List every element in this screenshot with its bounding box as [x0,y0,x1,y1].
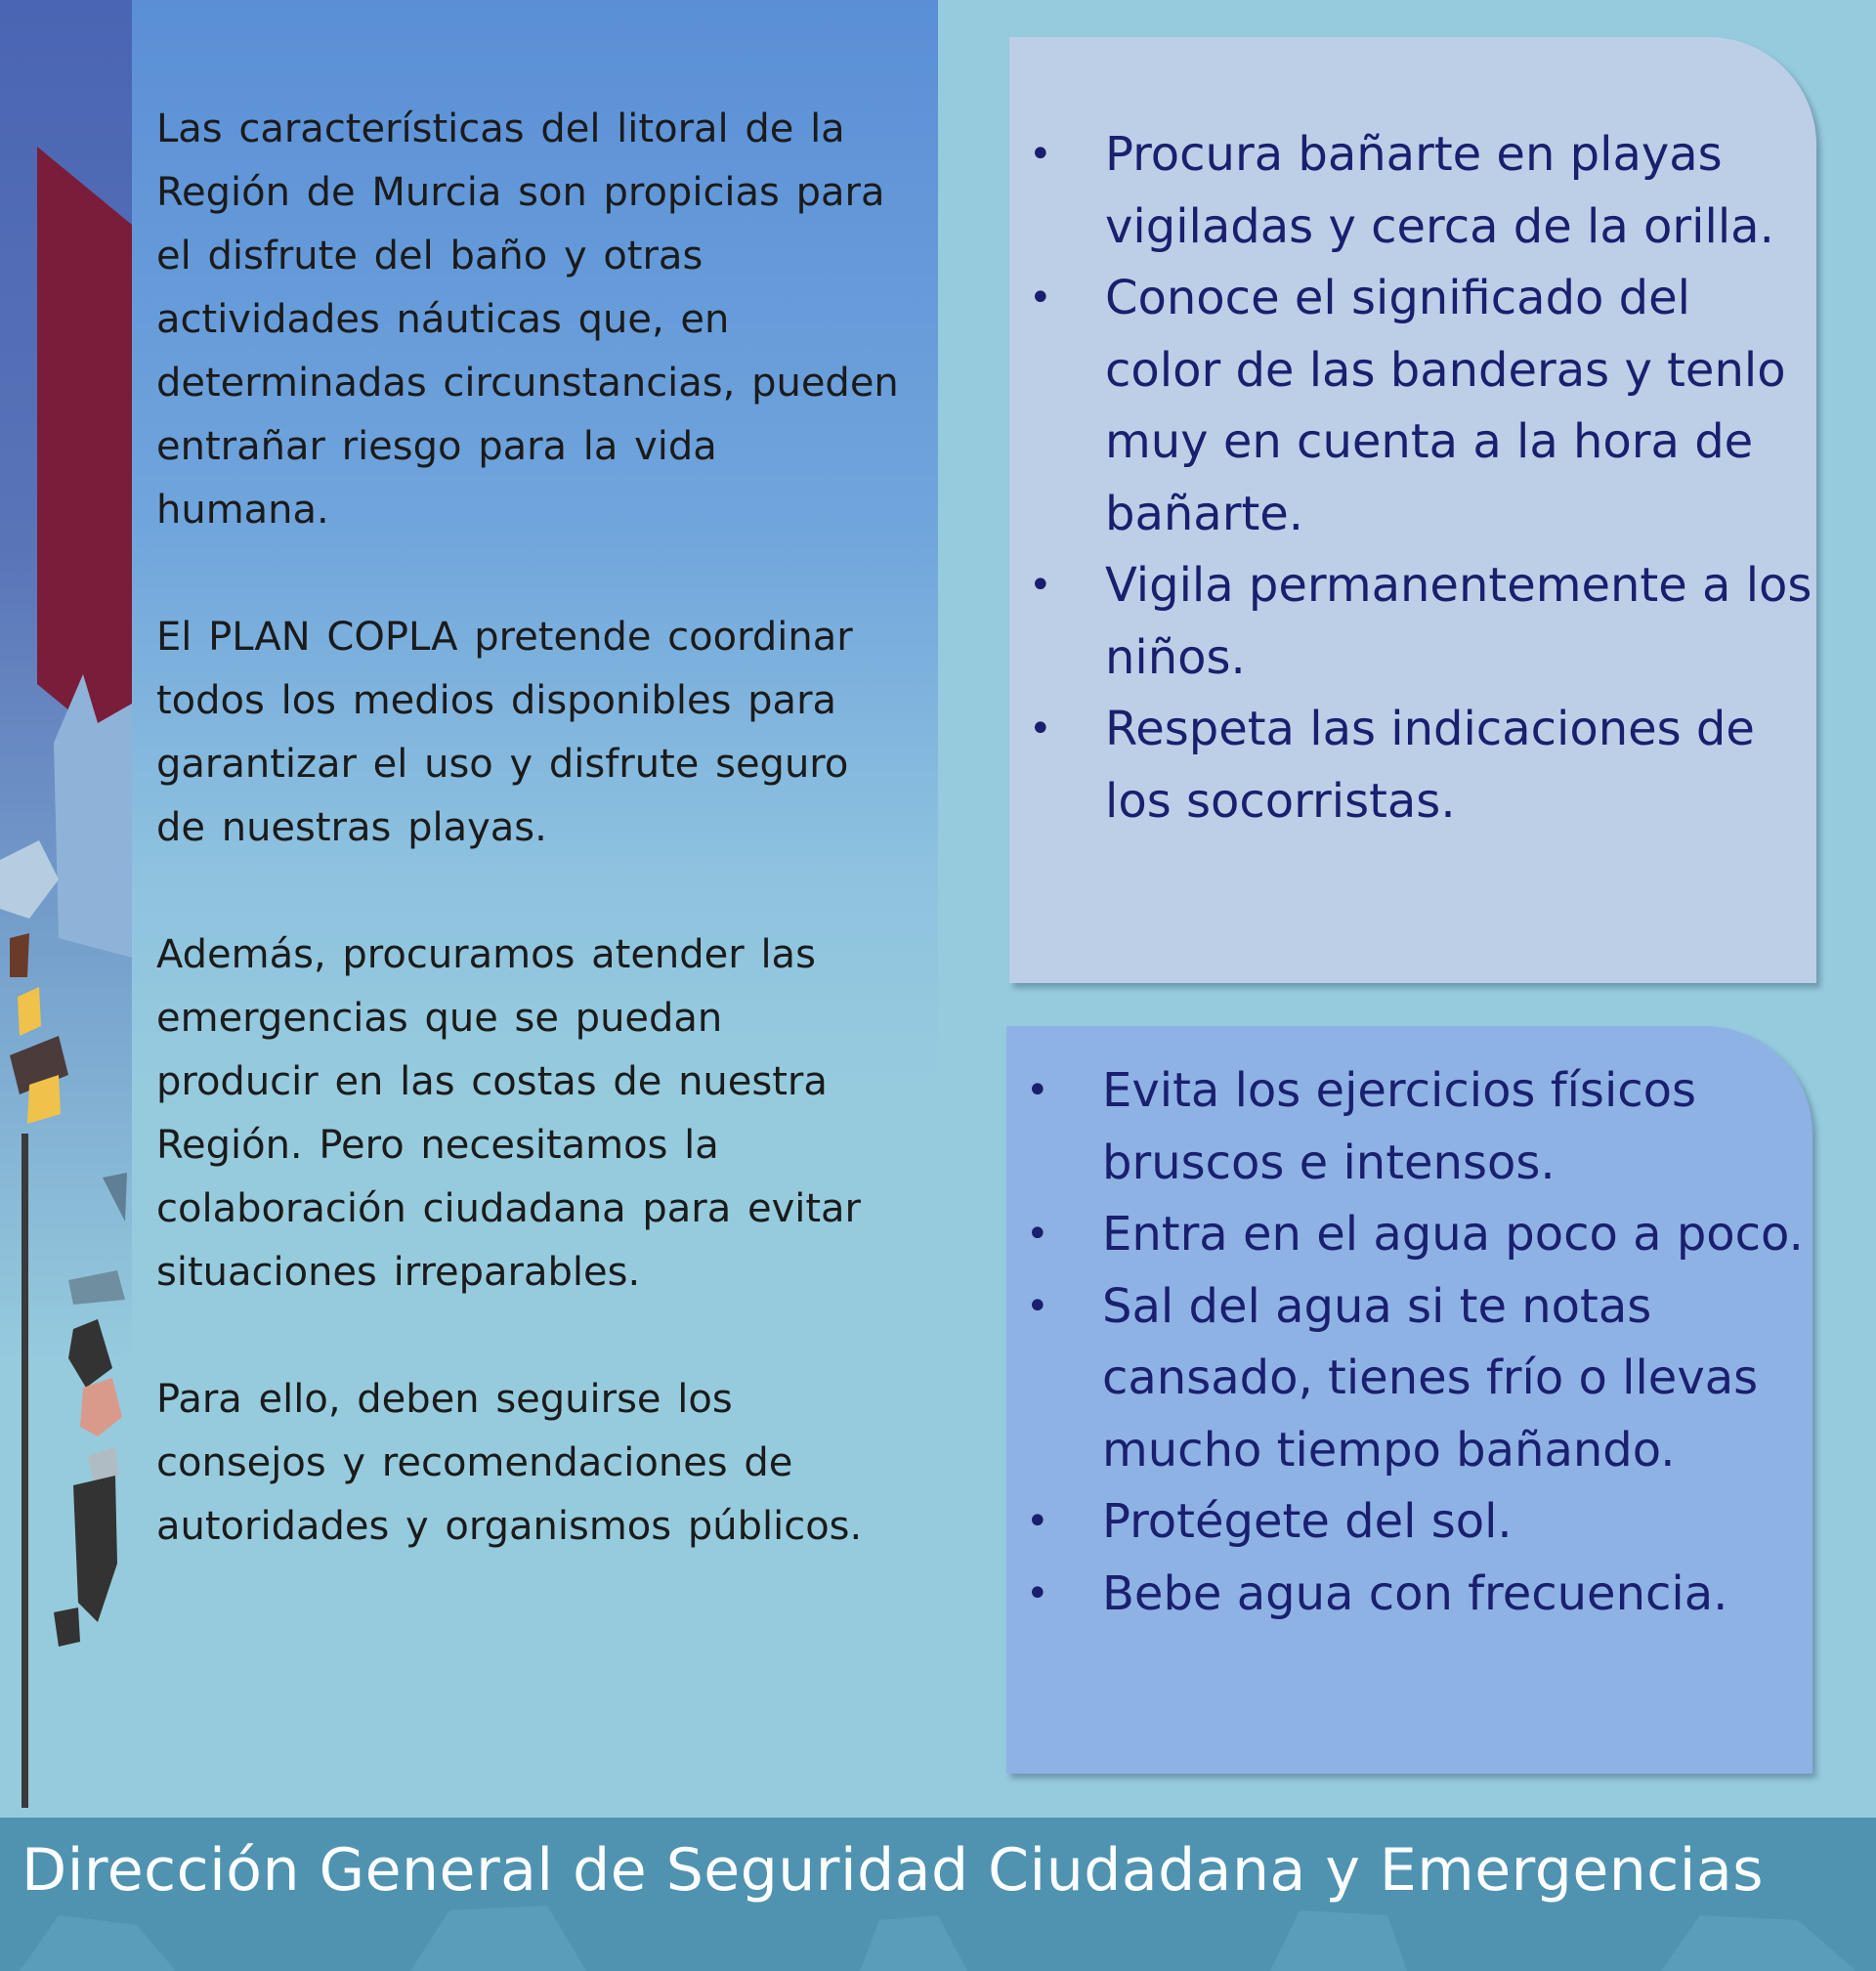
list-item: • Vigila permanentemente a los niños. [1009,550,1816,694]
list-item: • Bebe agua con frecuencia. [1006,1559,1812,1631]
footer-banner [0,1818,1876,1971]
safety-tips-list [1006,1026,1812,1630]
safety-tips-list [1009,37,1816,837]
list-item: • Entra en el agua poco a poco. [1006,1199,1812,1271]
list-item: • Evita los ejercicios físicos bruscos e intensos. [1006,1055,1812,1199]
list-item: • Procura bañarte en playas vigiladas y cerca de la orilla. [1009,119,1816,263]
list-item: • Sal del agua si te notas cansado, tienes frío o llevas mucho tiempo bañando. [1006,1271,1812,1487]
intro-paragraph-3: Además, procuramos atender las emergencias que se puedan producir en las costas de nuestra Región. Pero necesitamos la colaboración ciudadana para evitar situaciones irreparables. [156,932,862,1295]
list-item: • Respeta las indicaciones de los socorristas. [1009,694,1816,837]
footer-organization-name: Dirección General de Seguridad Ciudadana y Emergencias [21,1836,1764,1905]
intro-text [156,98,899,1622]
intro-paragraph-1: Las características del litoral de la Región de Murcia son propicias para el disfrute del baño y otras actividades náuticas que, en determinadas circunstancias, pueden entrañar riesgo para la vida humana. [156,107,899,533]
decorative-illustration [0,0,132,1818]
safety-tips-box-beach [1009,37,1816,983]
list-item: • Protégete del sol. [1006,1486,1812,1559]
safety-tips-box-health [1006,1026,1812,1774]
intro-paragraph-4: Para ello, deben seguirse los consejos y recomendaciones de autoridades y organismos públicos. [156,1377,863,1549]
intro-paragraph-2: El PLAN COPLA pretende coordinar todos los medios disponibles para garantizar el uso y disfrute seguro de nuestras playas. [156,615,853,850]
list-item: • Conoce el significado del color de las banderas y tenlo muy en cuenta a la hora de bañarte. [1009,263,1816,550]
